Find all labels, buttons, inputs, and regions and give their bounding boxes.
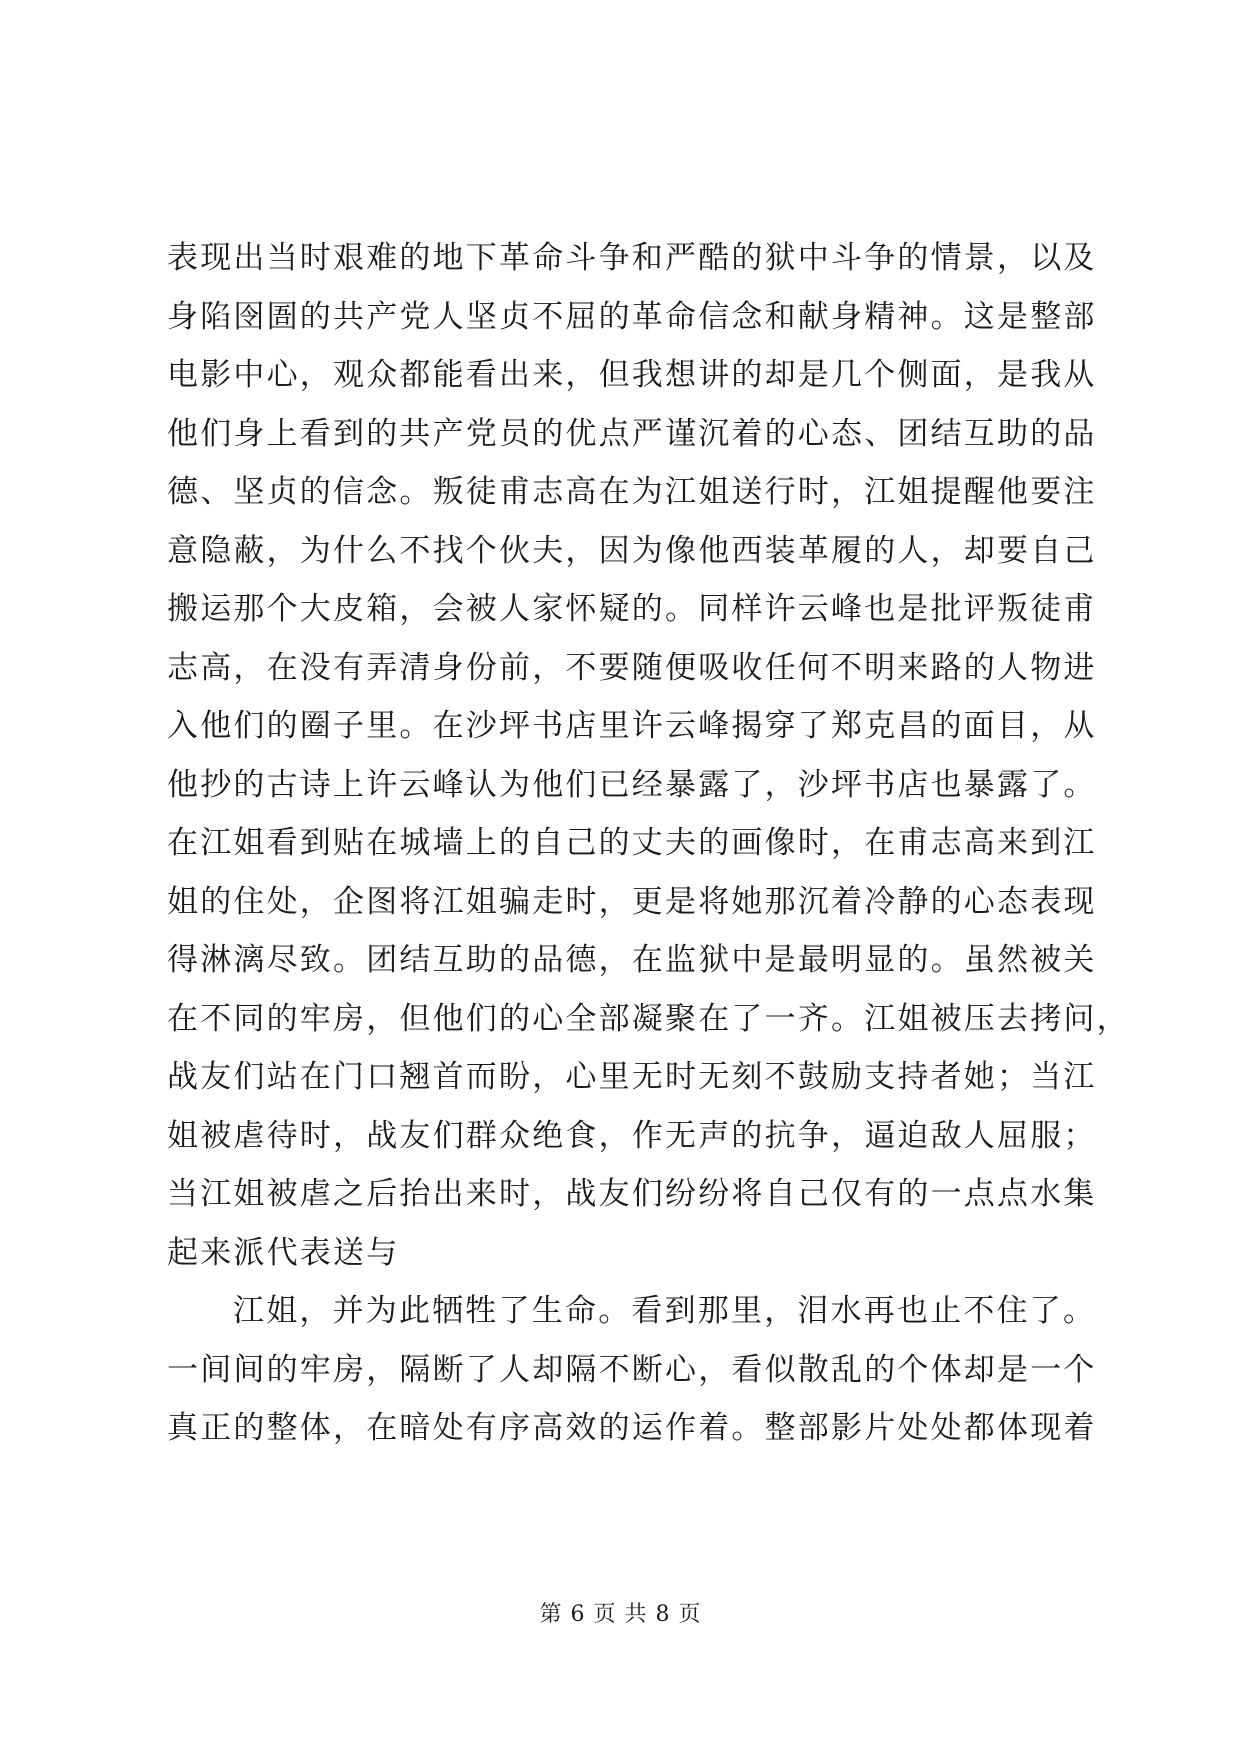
text-line: 他抄的古诗上许云峰认为他们已经暴露了，沙坪书店也暴露了。	[167, 766, 1097, 803]
text-line: 德、坚贞的信念。叛徒甫志高在为江姐送行时，江姐提醒他要注	[167, 474, 1097, 510]
text-line: 姐的住处，企图将江姐骗走时，更是将她那沉着冷静的心态表现	[167, 883, 1097, 920]
text-line: 真正的整体，在暗处有序高效的运作着。整部影片处处都体现着	[167, 1410, 1097, 1446]
text-line: 战友们站在门口翘首而盼，心里无时无刻不鼓励支持者她；当江	[167, 1059, 1097, 1095]
text-line: 搬运那个大皮箱，会被人家怀疑的。同样许云峰也是批评叛徒甫	[167, 591, 1097, 627]
paragraph-start-line: 江姐，并为此牺牲了生命。看到那里，泪水再也止不住了。	[233, 1293, 1097, 1329]
body-text	[167, 229, 1130, 1458]
text-line: 在江姐看到贴在城墙上的自己的丈夫的画像时，在甫志高来到江	[167, 825, 1097, 861]
text-line: 得淋漓尽致。团结互助的品德，在监狱中是最明显的。虽然被关	[167, 942, 1097, 978]
text-line: 志高，在没有弄清身份前，不要随便吸收任何不明来路的人物进	[167, 649, 1097, 686]
text-line: 电影中心，观众都能看出来，但我想讲的却是几个侧面，是我从	[167, 357, 1097, 393]
text-line: 姐被虐待时，战友们群众绝食，作无声的抗争，逼迫敌人屈服；	[167, 1117, 1097, 1154]
page-number: 第 6 页 共 8 页	[539, 1602, 702, 1627]
text-line: 他们身上看到的共产党员的优点严谨沉着的心态、团结互助的品	[167, 415, 1097, 452]
text-line: 当江姐被虐之后抬出来时，战友们纷纷将自己仅有的一点点水集	[167, 1176, 1097, 1212]
text-line: 一间间的牢房，隔断了人却隔不断心，看似散乱的个体却是一个	[167, 1351, 1097, 1388]
text-line: 身陷囹圄的共产党人坚贞不屈的革命信念和献身精神。这是整部	[167, 298, 1097, 335]
text-line: 意隐蔽，为什么不找个伙夫，因为像他西装革履的人，却要自己	[167, 532, 1097, 569]
page-footer	[0, 1600, 1241, 1630]
text-line: 入他们的圈子里。在沙坪书店里许云峰揭穿了郑克昌的面目，从	[167, 708, 1097, 744]
text-line: 表现出当时艰难的地下革命斗争和严酷的狱中斗争的情景，以及	[167, 240, 1097, 276]
text-line: 起来派代表送与	[167, 1234, 400, 1271]
text-line: 在不同的牢房，但他们的心全部凝聚在了一齐。江姐被压去拷问，	[167, 1000, 1130, 1037]
